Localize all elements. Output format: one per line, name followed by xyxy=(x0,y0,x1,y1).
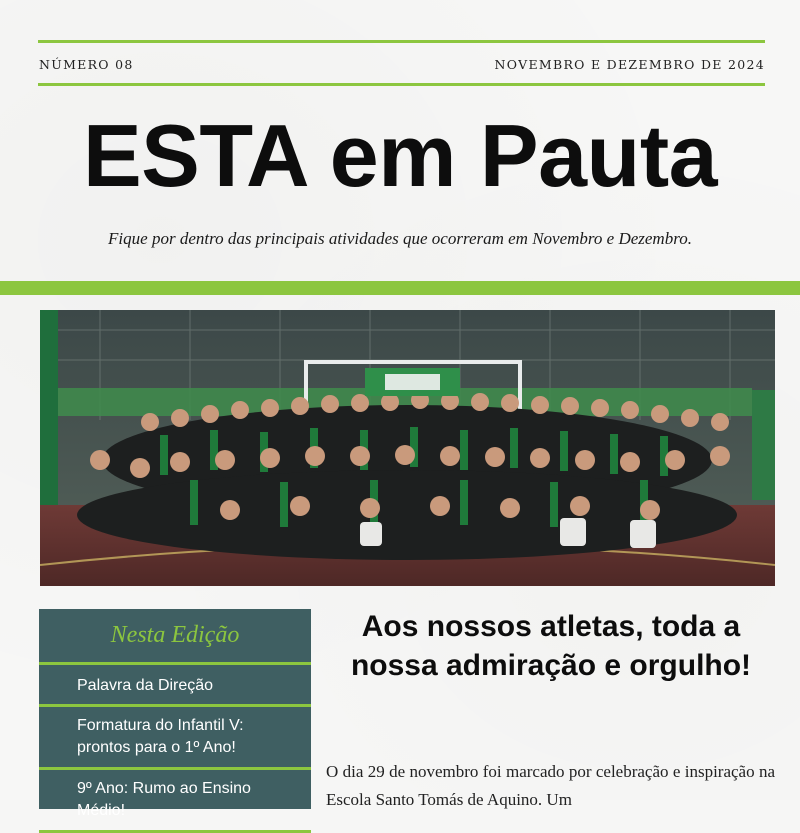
article-headline: Aos nossos atletas, toda a nossa admiração e orgulho! xyxy=(350,610,752,682)
top-rule xyxy=(38,40,765,43)
article-body: O dia 29 de novembro foi marcado por celebração e inspiração na Escola Santo Tomás de Aquino. Um xyxy=(326,762,775,809)
in-this-issue-title: Nesta Edição xyxy=(39,609,311,665)
newsletter-subtitle: Fique por dentro das principais atividades que ocorreram em Novembro e Dezembro. xyxy=(108,229,692,248)
issue-number: NÚMERO 08 xyxy=(39,57,134,72)
contents-item-graduation[interactable]: Formatura do Infantil V: prontos para o 1º Ano! xyxy=(39,707,311,770)
team-photo xyxy=(40,310,775,586)
contents-item-ninth-grade[interactable]: 9º Ano: Rumo ao Ensino Médio! xyxy=(39,770,311,833)
newsletter-title: ESTA em Pauta xyxy=(82,106,718,205)
in-this-issue-panel xyxy=(39,609,311,819)
header-rule xyxy=(38,83,765,86)
contents-item-direction[interactable]: Palavra da Direção xyxy=(39,665,311,707)
accent-band xyxy=(0,281,800,295)
issue-date: NOVEMBRO E DEZEMBRO DE 2024 xyxy=(494,57,765,72)
